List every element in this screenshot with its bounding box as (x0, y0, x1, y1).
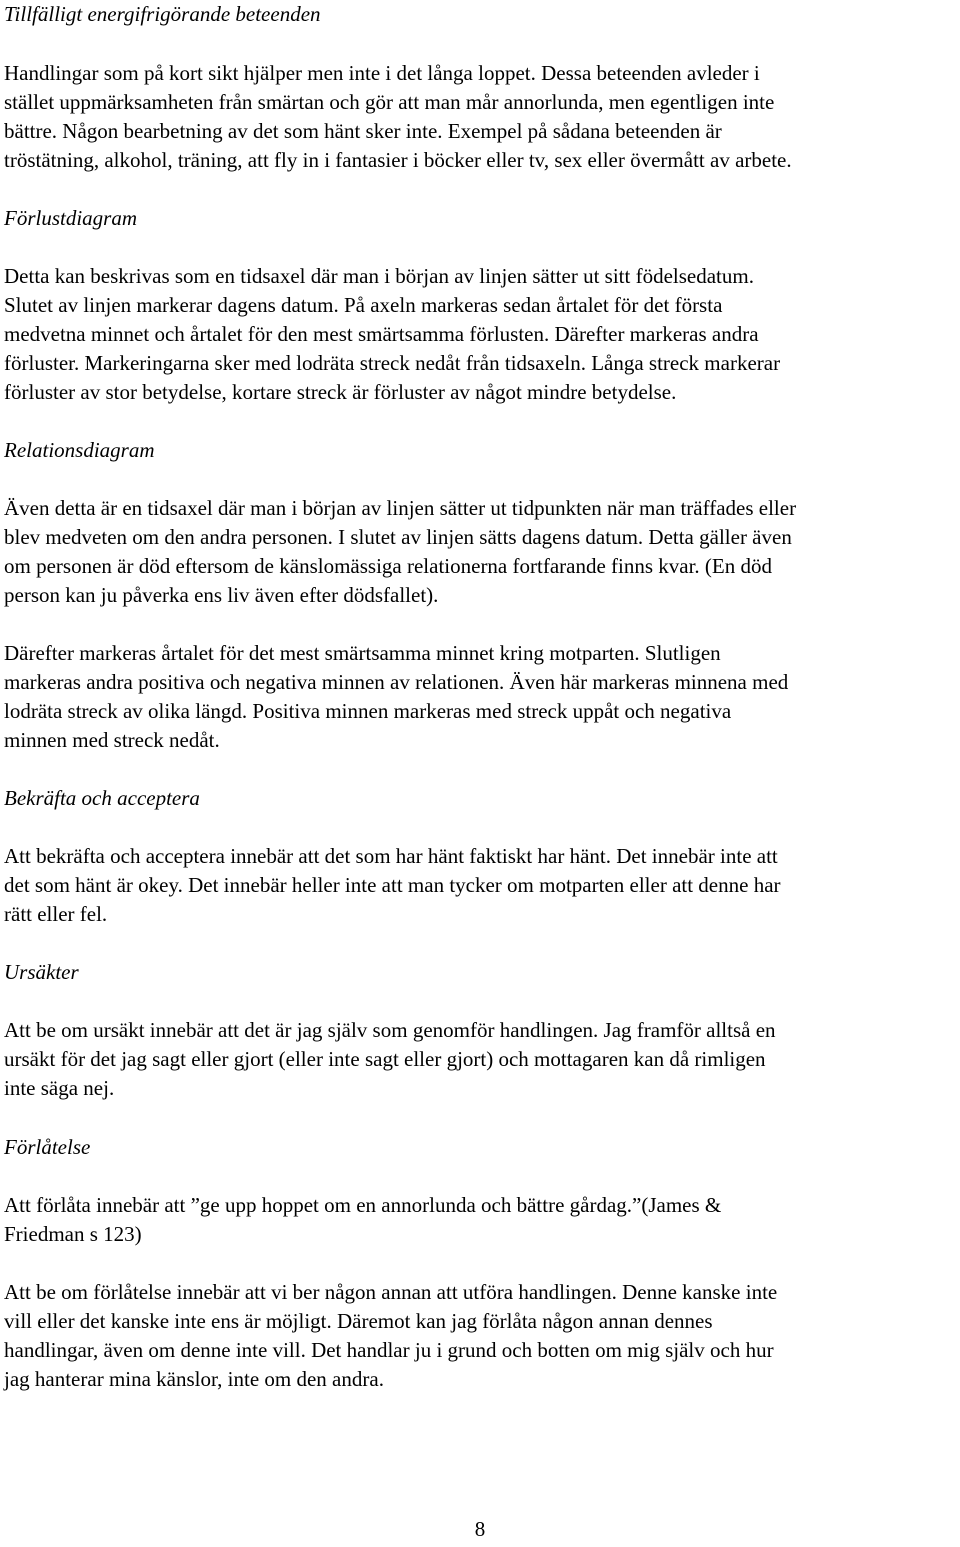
text-line: medvetna minnet och årtalet för den mest smärtsamma förlusten. Därefter markeras andra (4, 322, 759, 346)
text-line: blev medveten om den andra personen. I slutet av linjen sätts dagens datum. Detta gäller även (4, 525, 792, 549)
text-line: stället uppmärksamheten från smärtan och gör att man mår annorlunda, men egentligen inte (4, 90, 775, 114)
text-line: rätt eller fel. (4, 902, 108, 926)
text-line: lodräta streck av olika längd. Positiva minnen markeras med streck uppåt och negativa (4, 699, 732, 723)
text-line: minnen med streck nedåt. (4, 728, 220, 752)
text-line: Att förlåta innebär att ”ge upp hoppet om en annorlunda och bättre gårdag.”(James & (4, 1193, 722, 1217)
section-heading: Tillfälligt energifrigörande beteenden (4, 2, 321, 26)
text-line: jag hanterar mina känslor, inte om den andra. (4, 1367, 384, 1391)
text-line: om personen är död eftersom de känslomässiga relationerna fortfarande finns kvar. (En död (4, 554, 772, 578)
text-line: bättre. Någon bearbetning av det som hänt sker inte. Exempel på sådana beteenden är (4, 119, 722, 143)
text-line: Även detta är en tidsaxel där man i början av linjen sätter ut tidpunkten när man träffades eller (4, 496, 797, 520)
text-line: inte säga nej. (4, 1076, 115, 1100)
text-line: Att bekräfta och acceptera innebär att det som har hänt faktiskt har hänt. Det innebär inte att (4, 844, 778, 868)
text-line: markeras andra positiva och negativa minnen av relationen. Även här markeras minnena med (4, 670, 789, 694)
text-line: handlingar, även om denne inte vill. Det handlar ju i grund och botten om mig själv och hur (4, 1338, 774, 1362)
text-line: tröstätning, alkohol, träning, att fly in i fantasier i böcker eller tv, sex eller övermått av arbete. (4, 148, 792, 172)
text-line: vill eller det kanske inte ens är möjligt. Däremot kan jag förlåta någon annan dennes (4, 1309, 713, 1333)
text-line: Friedman s 123) (4, 1222, 142, 1246)
text-line: Att be om ursäkt innebär att det är jag själv som genomför handlingen. Jag framför alltså en (4, 1018, 776, 1042)
text-line: Att be om förlåtelse innebär att vi ber någon annan att utföra handlingen. Denne kanske inte (4, 1280, 778, 1304)
section-heading: Förlustdiagram (4, 206, 138, 230)
text-line: det som hänt är okey. Det innebär heller inte att man tycker om motparten eller att denne har (4, 873, 781, 897)
section-heading: Ursäkter (4, 960, 79, 984)
text-line: ursäkt för det jag sagt eller gjort (eller inte sagt eller gjort) och mottagaren kan då rimligen (4, 1047, 766, 1071)
text-line: Handlingar som på kort sikt hjälper men inte i det långa loppet. Dessa beteenden avleder i (4, 61, 760, 85)
page-number: 8 (474, 1517, 486, 1541)
section-heading: Bekräfta och acceptera (4, 786, 200, 810)
text-line: Därefter markeras årtalet för det mest smärtsamma minnet kring motparten. Slutligen (4, 641, 721, 665)
text-line: Detta kan beskrivas som en tidsaxel där man i början av linjen sätter ut sitt födelsedatum. (4, 264, 754, 288)
section-heading: Relationsdiagram (4, 438, 155, 462)
text-line: förluster av stor betydelse, kortare streck är förluster av något mindre betydelse. (4, 380, 677, 404)
text-line: Slutet av linjen markerar dagens datum. På axeln markeras sedan årtalet för det första (4, 293, 723, 317)
section-heading: Förlåtelse (4, 1135, 91, 1159)
text-line: förluster. Markeringarna sker med lodräta streck nedåt från tidsaxeln. Långa streck markerar (4, 351, 781, 375)
text-line: person kan ju påverka ens liv även efter dödsfallet). (4, 583, 439, 607)
